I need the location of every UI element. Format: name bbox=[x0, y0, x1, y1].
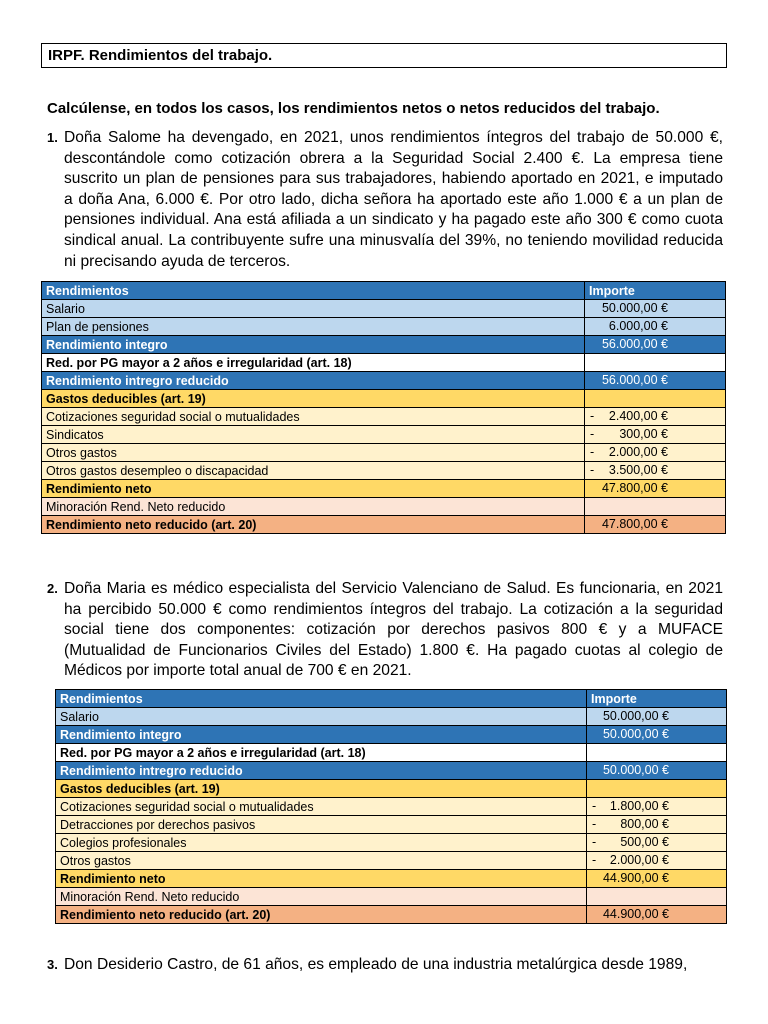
problem-number: 1. bbox=[47, 130, 58, 145]
row-value bbox=[585, 318, 726, 336]
row-amount: 47.800,00 € bbox=[601, 481, 668, 495]
table-row bbox=[42, 372, 726, 390]
row-label: Rendimiento integro bbox=[42, 336, 585, 354]
table-row bbox=[42, 408, 726, 426]
table-row bbox=[56, 708, 727, 726]
problem-number: 3. bbox=[47, 957, 58, 972]
row-sign: - bbox=[590, 427, 595, 441]
row-value bbox=[587, 780, 727, 798]
row-label: Minoración Rend. Neto reducido bbox=[56, 888, 587, 906]
row-label: Rendimiento integro bbox=[56, 726, 587, 744]
row-label: Minoración Rend. Neto reducido bbox=[42, 498, 585, 516]
table-row bbox=[56, 726, 727, 744]
row-amount: 500,00 € bbox=[620, 835, 669, 849]
row-value bbox=[587, 888, 727, 906]
table-row bbox=[42, 354, 726, 372]
row-sign: - bbox=[590, 409, 595, 423]
table-2 bbox=[55, 689, 727, 924]
table-row bbox=[42, 318, 726, 336]
problem-2 bbox=[47, 579, 723, 682]
row-label: Rendimiento neto bbox=[42, 480, 585, 498]
table-row bbox=[56, 780, 727, 798]
row-amount: 6.000,00 € bbox=[608, 319, 668, 333]
row-amount: 47.800,00 € bbox=[601, 517, 668, 531]
table-row bbox=[56, 852, 727, 870]
row-label: Gastos deducibles (art. 19) bbox=[42, 390, 585, 408]
row-value bbox=[585, 516, 726, 534]
row-label: Salario bbox=[56, 708, 587, 726]
table-row bbox=[56, 870, 727, 888]
row-sign: - bbox=[590, 445, 595, 459]
table-1 bbox=[41, 281, 726, 534]
row-value bbox=[585, 480, 726, 498]
row-label: Otros gastos desempleo o discapacidad bbox=[42, 462, 585, 480]
row-amount: 56.000,00 € bbox=[601, 373, 668, 387]
table-row bbox=[56, 744, 727, 762]
row-amount: 1.800,00 € bbox=[609, 799, 669, 813]
row-label: Rendimiento neto reducido (art. 20) bbox=[42, 516, 585, 534]
row-amount: 800,00 € bbox=[620, 817, 669, 831]
header-value: Importe bbox=[585, 282, 726, 300]
row-sign: - bbox=[592, 853, 597, 867]
row-value bbox=[587, 708, 727, 726]
table-row bbox=[42, 426, 726, 444]
table-row bbox=[42, 300, 726, 318]
row-value bbox=[585, 390, 726, 408]
row-value bbox=[585, 336, 726, 354]
row-label: Salario bbox=[42, 300, 585, 318]
row-amount: 44.900,00 € bbox=[602, 907, 669, 921]
header-label: Rendimientos bbox=[42, 282, 585, 300]
table-row bbox=[42, 480, 726, 498]
problem-text: Doña Salome ha devengado, en 2021, unos rendimientos íntegros del trabajo de 50.000 €, descontándole como cotización obrera a la Seguridad Social 2.400 €. La empresa tiene suscrito un plan de pensiones para sus trabajadores, habiendo aportado en 2021, e imputado a doña Ana, 6.000 €. Por otro lado, dicha señora ha aportado este año 1.000 € a un plan de pensiones individual. Ana está afiliada a un sindicato y ha pagado este año 300 € como cuota sindical anual. La contribuyente sufre una minusvalía del 39%, no teniendo movilidad reducida ni precisando ayuda de terceros. bbox=[64, 129, 723, 270]
row-value bbox=[587, 852, 727, 870]
row-value bbox=[585, 408, 726, 426]
row-label: Rendimiento neto bbox=[56, 870, 587, 888]
row-label: Rendimiento intregro reducido bbox=[56, 762, 587, 780]
row-label: Cotizaciones seguridad social o mutualidades bbox=[42, 408, 585, 426]
row-value bbox=[585, 462, 726, 480]
problem-1 bbox=[47, 128, 723, 272]
table-header bbox=[56, 690, 727, 708]
row-amount: 44.900,00 € bbox=[602, 871, 669, 885]
row-value bbox=[587, 906, 727, 924]
row-label: Red. por PG mayor a 2 años e irregularidad (art. 18) bbox=[56, 744, 587, 762]
row-value bbox=[587, 798, 727, 816]
row-value bbox=[585, 354, 726, 372]
row-value bbox=[587, 762, 727, 780]
row-amount: 3.500,00 € bbox=[608, 463, 668, 477]
row-amount: 50.000,00 € bbox=[602, 727, 669, 741]
row-value bbox=[585, 426, 726, 444]
row-value bbox=[585, 300, 726, 318]
row-label: Plan de pensiones bbox=[42, 318, 585, 336]
problem-3 bbox=[47, 955, 723, 976]
row-value bbox=[587, 744, 727, 762]
instruction-text: Calcúlense, en todos los casos, los rendimientos netos o netos reducidos del trabajo. bbox=[47, 100, 660, 117]
header-value: Importe bbox=[587, 690, 727, 708]
row-label: Sindicatos bbox=[42, 426, 585, 444]
row-value bbox=[587, 726, 727, 744]
row-sign: - bbox=[590, 463, 595, 477]
row-amount: 2.000,00 € bbox=[608, 445, 668, 459]
table-row bbox=[42, 516, 726, 534]
row-value bbox=[587, 870, 727, 888]
row-amount: 50.000,00 € bbox=[601, 301, 668, 315]
table-row bbox=[42, 498, 726, 516]
table-row bbox=[56, 762, 727, 780]
problem-text: Doña Maria es médico especialista del Servicio Valenciano de Salud. Es funcionaria, en 2021 ha percibido 50.000 € como rendimientos íntegros del trabajo. La cotización a la seguridad social tiene dos componentes: cotización por derechos pasivos 800 € y a MUFACE (Mutualidad de Funcionarios Civiles del Estado) 1.800 €. Ha pagado cuotas al colegio de Médicos por importe total anual de 700 € en 2021. bbox=[64, 580, 723, 680]
table-row bbox=[42, 336, 726, 354]
table-row bbox=[42, 462, 726, 480]
problem-text: Don Desiderio Castro, de 61 años, es empleado de una industria metalúrgica desde 1989, bbox=[64, 956, 688, 973]
row-amount: 300,00 € bbox=[619, 427, 668, 441]
problem-number: 2. bbox=[47, 581, 58, 596]
table-row bbox=[56, 906, 727, 924]
row-label: Colegios profesionales bbox=[56, 834, 587, 852]
row-amount: 56.000,00 € bbox=[601, 337, 668, 351]
row-sign: - bbox=[592, 799, 597, 813]
row-label: Cotizaciones seguridad social o mutualidades bbox=[56, 798, 587, 816]
row-sign: - bbox=[592, 835, 597, 849]
header-label: Rendimientos bbox=[56, 690, 587, 708]
row-label: Otros gastos bbox=[56, 852, 587, 870]
row-amount: 2.400,00 € bbox=[608, 409, 668, 423]
row-label: Rendimiento intregro reducido bbox=[42, 372, 585, 390]
row-value bbox=[585, 498, 726, 516]
row-amount: 50.000,00 € bbox=[602, 709, 669, 723]
row-label: Rendimiento neto reducido (art. 20) bbox=[56, 906, 587, 924]
row-amount: 2.000,00 € bbox=[609, 853, 669, 867]
row-label: Detracciones por derechos pasivos bbox=[56, 816, 587, 834]
row-label: Red. por PG mayor a 2 años e irregularidad (art. 18) bbox=[42, 354, 585, 372]
row-label: Gastos deducibles (art. 19) bbox=[56, 780, 587, 798]
table-row bbox=[42, 444, 726, 462]
row-amount: 50.000,00 € bbox=[602, 763, 669, 777]
row-value bbox=[585, 444, 726, 462]
row-sign: - bbox=[592, 817, 597, 831]
table-row bbox=[56, 888, 727, 906]
table-header bbox=[42, 282, 726, 300]
table-row bbox=[56, 798, 727, 816]
row-value bbox=[587, 816, 727, 834]
row-value bbox=[587, 834, 727, 852]
table-row bbox=[42, 390, 726, 408]
row-label: Otros gastos bbox=[42, 444, 585, 462]
row-value bbox=[585, 372, 726, 390]
table-row bbox=[56, 834, 727, 852]
document-title: IRPF. Rendimientos del trabajo. bbox=[41, 43, 727, 68]
table-row bbox=[56, 816, 727, 834]
